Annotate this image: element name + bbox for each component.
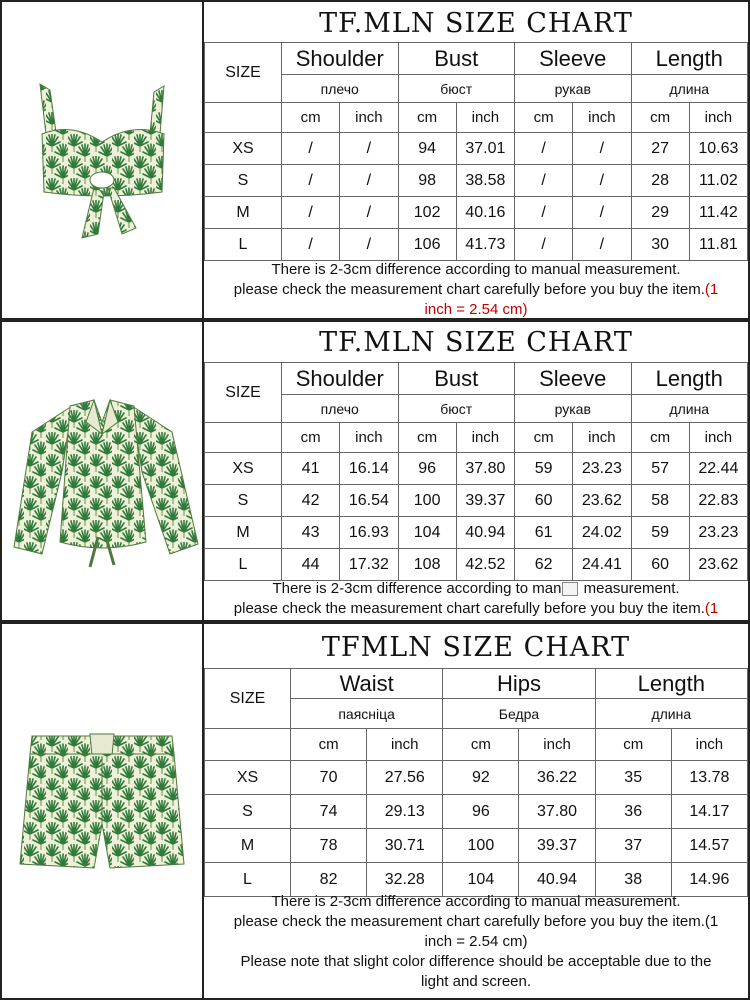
size-label: XS: [205, 453, 282, 485]
table-cell: 27.56: [367, 761, 443, 795]
column-header-length: Length: [631, 363, 748, 395]
unit-label: inch: [689, 423, 747, 453]
column-subheader-length: длина: [631, 75, 748, 103]
column-header-sleeve: Sleeve: [515, 363, 632, 395]
table-cell: 59: [515, 453, 573, 485]
table-cell: 37: [595, 829, 671, 863]
measurement-note: [204, 260, 748, 320]
table-cell: 11.81: [689, 229, 747, 261]
table-cell: 82: [291, 863, 367, 897]
table-row: [205, 761, 748, 795]
table-cell: 16.93: [340, 517, 398, 549]
measurement-note: [204, 579, 748, 619]
size-label: S: [205, 165, 282, 197]
table-cell: /: [282, 165, 340, 197]
table-row: [205, 453, 748, 485]
table-row: [205, 229, 748, 261]
size-label: L: [205, 549, 282, 581]
table-cell: 14.96: [671, 863, 747, 897]
size-label: S: [205, 795, 291, 829]
size-label: L: [205, 229, 282, 261]
table-cell: 36: [595, 795, 671, 829]
size-chart-panel-shorts: [0, 622, 750, 1000]
table-cell: 38: [595, 863, 671, 897]
table-cell: 23.23: [573, 453, 631, 485]
column-header-bust: Bust: [398, 363, 515, 395]
column-subheader-sleeve: рукав: [515, 75, 632, 103]
column-subheader-shoulder: плечо: [282, 395, 399, 423]
table-cell: 22.44: [689, 453, 747, 485]
table-cell: 100: [443, 829, 519, 863]
column-subheader-bust: бюст: [398, 395, 515, 423]
column-header-length: Length: [595, 669, 747, 699]
measurement-note: [204, 892, 748, 992]
unit-label: inch: [573, 103, 631, 133]
table-cell: 39.37: [456, 485, 514, 517]
table-cell: /: [573, 133, 631, 165]
column-header-waist: Waist: [291, 669, 443, 699]
table-cell: 13.78: [671, 761, 747, 795]
size-table: [204, 362, 748, 581]
table-cell: 39.37: [519, 829, 595, 863]
table-cell: 10.63: [689, 133, 747, 165]
table-cell: 24.41: [573, 549, 631, 581]
note-line: please check the measurement chart carefully before you buy the item.: [233, 913, 705, 930]
table-cell: 41: [282, 453, 340, 485]
column-subheader-waist: паяснiца: [291, 699, 443, 729]
note-line-red: (1: [704, 600, 719, 617]
unit-label: cm: [282, 423, 340, 453]
column-subheader-length: длина: [595, 699, 747, 729]
size-label: M: [205, 829, 291, 863]
column-header-sleeve: Sleeve: [515, 43, 632, 75]
paste-options-icon: [562, 582, 578, 596]
table-cell: 16.54: [340, 485, 398, 517]
size-label: XS: [205, 761, 291, 795]
chart-title: TF.MLN SIZE CHART: [319, 327, 633, 358]
table-cell: 14.17: [671, 795, 747, 829]
unit-label: inch: [519, 729, 595, 761]
table-cell: /: [340, 229, 398, 261]
table-row: [205, 197, 748, 229]
table-cell: /: [282, 133, 340, 165]
unit-label: cm: [291, 729, 367, 761]
table-cell: 37.80: [519, 795, 595, 829]
unit-label: cm: [398, 103, 456, 133]
column-subheader-shoulder: плечо: [282, 75, 399, 103]
unit-row: [205, 423, 748, 453]
note-line: please check the measurement chart carefully before you buy the item.: [233, 600, 705, 617]
unit-label: inch: [671, 729, 747, 761]
table-cell: 23.23: [689, 517, 747, 549]
table-cell: 30.71: [367, 829, 443, 863]
size-chart-panel-shirt: [0, 320, 750, 622]
table-cell: 100: [398, 485, 456, 517]
table-cell: 43: [282, 517, 340, 549]
size-table: [204, 42, 748, 261]
size-chart: [204, 624, 748, 998]
table-cell: 14.57: [671, 829, 747, 863]
table-cell: 36.22: [519, 761, 595, 795]
unit-label: cm: [282, 103, 340, 133]
table-cell: 74: [291, 795, 367, 829]
column-subheader-length: длина: [631, 395, 748, 423]
table-cell: 41.73: [456, 229, 514, 261]
table-cell: 98: [398, 165, 456, 197]
unit-label: inch: [456, 423, 514, 453]
table-cell: 37.01: [456, 133, 514, 165]
table-cell: 60: [515, 485, 573, 517]
unit-label: cm: [515, 423, 573, 453]
table-cell: /: [515, 197, 573, 229]
column-subheader-bust: бюст: [398, 75, 515, 103]
table-cell: 40.94: [519, 863, 595, 897]
table-cell: 17.32: [340, 549, 398, 581]
chart-title: TFMLN SIZE CHART: [321, 632, 631, 663]
table-row: [205, 133, 748, 165]
table-cell: 40.16: [456, 197, 514, 229]
table-cell: 11.42: [689, 197, 747, 229]
size-table: [204, 668, 748, 897]
note-line: inch = 2.54 cm): [424, 933, 528, 950]
table-cell: 29: [631, 197, 689, 229]
column-subheader-sleeve: рукав: [515, 395, 632, 423]
size-chart-panel-crop-top: [0, 0, 750, 320]
table-cell: /: [340, 133, 398, 165]
table-cell: 59: [631, 517, 689, 549]
unit-label: inch: [689, 103, 747, 133]
unit-label: cm: [631, 423, 689, 453]
table-cell: 42: [282, 485, 340, 517]
table-row: [205, 165, 748, 197]
table-cell: 70: [291, 761, 367, 795]
note-line-red: (1: [704, 281, 719, 298]
table-cell: 96: [398, 453, 456, 485]
size-label: S: [205, 485, 282, 517]
table-cell: 30: [631, 229, 689, 261]
table-cell: 22.83: [689, 485, 747, 517]
table-cell: 94: [398, 133, 456, 165]
note-line: There is 2-3cm difference according to man: [272, 580, 562, 597]
size-column-header: SIZE: [205, 363, 282, 423]
shorts-photo: [2, 624, 202, 998]
note-line: Please note that slight color difference should be acceptable due to the: [240, 953, 712, 970]
size-column-header: SIZE: [205, 669, 291, 729]
unit-label: cm: [631, 103, 689, 133]
table-cell: 78: [291, 829, 367, 863]
table-cell: 60: [631, 549, 689, 581]
table-cell: /: [282, 197, 340, 229]
table-cell: 102: [398, 197, 456, 229]
table-cell: 38.58: [456, 165, 514, 197]
table-cell: 24.02: [573, 517, 631, 549]
unit-label: inch: [456, 103, 514, 133]
column-header-hips: Hips: [443, 669, 595, 699]
unit-label: cm: [443, 729, 519, 761]
table-cell: 32.28: [367, 863, 443, 897]
table-row: [205, 485, 748, 517]
table-cell: /: [573, 165, 631, 197]
column-header-bust: Bust: [398, 43, 515, 75]
table-cell: /: [515, 229, 573, 261]
note-line-red: inch = 2.54 cm): [424, 301, 528, 318]
column-header-length: Length: [631, 43, 748, 75]
size-label: XS: [205, 133, 282, 165]
table-cell: 37.80: [456, 453, 514, 485]
table-cell: 11.02: [689, 165, 747, 197]
table-cell: 58: [631, 485, 689, 517]
table-cell: /: [282, 229, 340, 261]
column-header-shoulder: Shoulder: [282, 43, 399, 75]
table-cell: 106: [398, 229, 456, 261]
column-subheader-hips: Бедра: [443, 699, 595, 729]
table-cell: 28: [631, 165, 689, 197]
table-cell: 61: [515, 517, 573, 549]
table-cell: 44: [282, 549, 340, 581]
table-cell: 104: [443, 863, 519, 897]
table-cell: 29.13: [367, 795, 443, 829]
table-cell: 108: [398, 549, 456, 581]
table-cell: 27: [631, 133, 689, 165]
note-line: please check the measurement chart carefully before you buy the item.: [233, 281, 705, 298]
chart-title: TF.MLN SIZE CHART: [319, 8, 633, 39]
table-cell: /: [573, 197, 631, 229]
table-cell: /: [340, 165, 398, 197]
table-cell: 16.14: [340, 453, 398, 485]
table-cell: 40.94: [456, 517, 514, 549]
size-chart: [204, 322, 748, 620]
size-label: L: [205, 863, 291, 897]
table-row: [205, 549, 748, 581]
table-cell: 96: [443, 795, 519, 829]
unit-label: inch: [340, 423, 398, 453]
unit-label: inch: [367, 729, 443, 761]
table-cell: 92: [443, 761, 519, 795]
shirt-photo: [2, 322, 202, 620]
unit-label: inch: [573, 423, 631, 453]
product-photo-cell: [2, 2, 204, 318]
size-column-header: SIZE: [205, 43, 282, 103]
table-cell: 23.62: [573, 485, 631, 517]
table-row: [205, 795, 748, 829]
table-cell: 57: [631, 453, 689, 485]
table-cell: /: [573, 229, 631, 261]
product-photo-cell: [2, 322, 204, 620]
unit-label: inch: [340, 103, 398, 133]
note-line: There is 2-3cm difference according to manual measurement.: [271, 261, 681, 278]
crop-top-photo: [2, 2, 202, 318]
note-line: There is 2-3cm difference according to manual measurement.: [271, 893, 681, 910]
product-photo-cell: [2, 624, 204, 998]
size-label: M: [205, 517, 282, 549]
table-cell: 42.52: [456, 549, 514, 581]
note-line: light and screen.: [420, 973, 532, 990]
table-cell: /: [515, 165, 573, 197]
table-cell: 23.62: [689, 549, 747, 581]
table-row: [205, 829, 748, 863]
note-line: measurement.: [579, 580, 680, 597]
table-cell: 35: [595, 761, 671, 795]
table-cell: 62: [515, 549, 573, 581]
table-cell: /: [340, 197, 398, 229]
unit-row: [205, 103, 748, 133]
unit-label: cm: [515, 103, 573, 133]
size-label: M: [205, 197, 282, 229]
column-header-shoulder: Shoulder: [282, 363, 399, 395]
table-cell: 104: [398, 517, 456, 549]
unit-label: cm: [398, 423, 456, 453]
table-cell: /: [515, 133, 573, 165]
table-row: [205, 517, 748, 549]
size-chart: [204, 2, 748, 318]
unit-label: cm: [595, 729, 671, 761]
note-line: (1: [704, 913, 719, 930]
unit-row: [205, 729, 748, 761]
